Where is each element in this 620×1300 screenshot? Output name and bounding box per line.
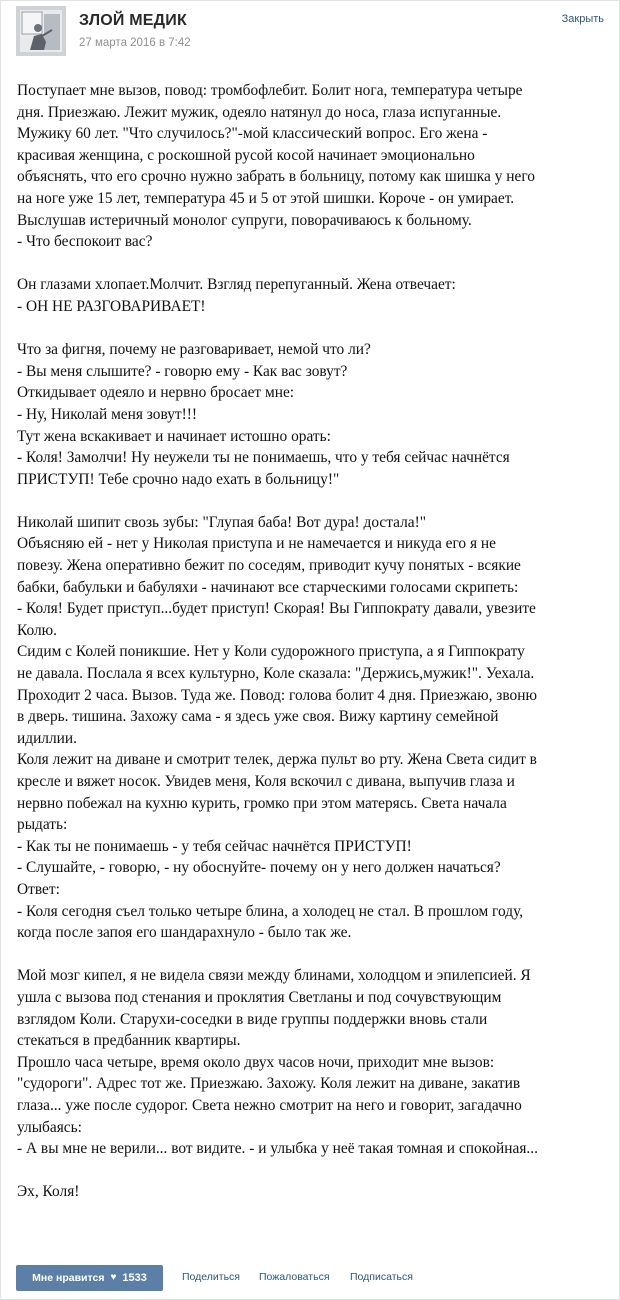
post-line — [17, 318, 607, 340]
report-link[interactable]: Пожаловаться — [259, 1271, 330, 1283]
post-line: в дверь. тишина. Захожу сама - я здесь уже своя. Вижу картину семейной — [17, 708, 499, 726]
post-line: Сидим с Колей поникшие. Нет у Коли судорожного приступа, а я Гиппократу — [17, 643, 525, 661]
like-button[interactable] — [16, 1265, 163, 1291]
post-line: "судороги". Адрес тот же. Приезжаю. Захожу. Коля лежит на диване, закатив — [17, 1075, 521, 1093]
post-line: Ответ: — [17, 880, 60, 898]
post-line: - Коля сегодня съел только четыре блина, а холодец не стал. В прошлом году, — [17, 902, 524, 920]
post-line: когда после запоя его шандарахнуло - было так же. — [17, 924, 352, 942]
post-line — [17, 944, 607, 966]
post-line: Коля лежит на диване и смотрит телек, держа пульт во рту. Жена Света сидит в — [17, 751, 537, 769]
post-line: нервно побежал на кухню курить, громко при этом матерясь. Света начала — [17, 794, 507, 812]
post-line: бабки, бабульки и бабуляхи - начинают все старческими голосами скрипеть: — [17, 578, 519, 596]
post-line: ПРИСТУП! Тебе срочно надо ехать в больницу!" — [17, 470, 340, 488]
post-line: Прошло часа четыре, время около двух часов ночи, приходит мне вызов: — [17, 1053, 495, 1071]
post-line: Мой мозг кипел, я не видела связи между блинами, холодцом и эпилепсией. Я — [17, 967, 531, 985]
post-line: взглядом Коли. Старухи-соседки в виде группы поддержки вновь стали — [17, 1010, 488, 1028]
post-header — [16, 6, 606, 58]
post-line: идиллии. — [17, 729, 77, 747]
post-line: - Ну, Николай меня зовут!!! — [17, 405, 198, 423]
post-line: - Слушайте, - говорю, - ну обоснуйте- почему он у него должен начаться? — [17, 859, 501, 877]
post-line: - Что беспокоит вас? — [17, 233, 153, 251]
post-line: кресле и вяжет носок. Увидев меня, Коля вскочил с дивана, выпучив глаза и — [17, 773, 515, 790]
post-line: Что за фигня, почему не разговаривает, немой что ли? — [17, 341, 371, 359]
post-text — [17, 80, 607, 1203]
post-line: Эх, Коля! — [17, 1183, 80, 1201]
share-link[interactable]: Поделиться — [182, 1271, 240, 1283]
like-count: 1533 — [122, 1272, 147, 1284]
post-line — [17, 490, 607, 512]
post-line: Николай шипит свозь зубы: "Глупая баба! Вот дура! достала!" — [17, 513, 427, 531]
like-label: Мне нравится — [32, 1272, 105, 1284]
post-line: Тут жена вскакивает и начинает истошно орать: — [17, 427, 331, 445]
avatar-image-icon — [16, 6, 66, 56]
post-line: Проходит 2 часа. Вызов. Туда же. Повод: голова болит 4 дня. Приезжаю, звоню — [17, 686, 537, 704]
post-line: Выслушав истеричный монолог супруги, поворачиваюсь к больному. — [17, 211, 472, 229]
post-line: ушла с вызова под стенания и проклятия Светланы и под сочувствующим — [17, 988, 502, 1006]
post-line: улыбаясь: — [17, 1118, 82, 1136]
author-name[interactable]: ЗЛОЙ МЕДИК — [79, 12, 187, 29]
post-line: - Коля! Замолчи! Ну неужели ты не понимаешь, что у тебя сейчас начнётся — [17, 449, 510, 467]
post-line: Он глазами хлопает.Молчит. Взгляд перепуганный. Жена отвечает: — [17, 276, 456, 294]
post-line: - Вы меня слышите? - говорю ему - Как вас зовут? — [17, 362, 348, 380]
post-date[interactable]: 27 марта 2016 в 7:42 — [79, 37, 191, 49]
post-line: Поступает мне вызов, повод: тромбофлебит. Болит нога, температура четыре — [17, 82, 523, 99]
post-line: глаза... уже после судорог. Света нежно смотрит на него и говорит, загадачно — [17, 1096, 522, 1114]
post-line — [17, 1160, 607, 1182]
post-line: Объясняю ей - нет у Николая приступа и не намечается и никуда его я не — [17, 535, 496, 553]
post-line: Откидывает одеяло и нервно бросает мне: — [17, 384, 295, 402]
post-line: не давала. Послала я всех культурно, Коле сказала: "Держись,мужик!". Уехала. — [17, 665, 535, 683]
post-line: Мужику 60 лет. "Что случилось?"-мой классический вопрос. Его жена - — [17, 125, 488, 143]
post-line — [17, 253, 607, 275]
post-line: - Коля! Будет приступ...будет приступ! Скорая! Вы Гиппократу давали, увезите — [17, 600, 536, 618]
post-footer — [16, 1265, 606, 1291]
post-line: красивая женщина, с роскошной русой косой начинает эмоционально — [17, 146, 475, 164]
post-line: стекаться в предбанник квартиры. — [17, 1032, 241, 1050]
avatar[interactable] — [16, 6, 66, 56]
post-line: - А вы мне не верили... вот видите. - и улыбка у неё такая томная и спокойная... — [17, 1140, 538, 1158]
close-link[interactable]: Закрыть — [561, 13, 604, 25]
post-line: объяснять, что его срочно нужно забрать в больницу, потому как шишка у него — [17, 168, 535, 186]
heart-icon: ♥ — [110, 1272, 117, 1283]
post-line: на ноге уже 15 лет, температура 45 и 5 от этой шишки. Короче - он умирает. — [17, 189, 515, 207]
post-line: - ОН НЕ РАЗГОВАРИВАЕТ! — [17, 297, 206, 315]
post-line: дня. Приезжаю. Лежит мужик, одеяло натянул до носа, глаза испуганные. — [17, 103, 502, 121]
post-line: - Как ты не понимаешь - у тебя сейчас начнётся ПРИСТУП! — [17, 837, 412, 855]
post-line: рыдать: — [17, 816, 68, 834]
post-line: повезу. Жена оперативно бежит по соседям, приводит кучу понятых - всякие — [17, 557, 521, 575]
subscribe-link[interactable]: Подписаться — [350, 1271, 413, 1283]
post-line: Колю. — [17, 621, 58, 639]
